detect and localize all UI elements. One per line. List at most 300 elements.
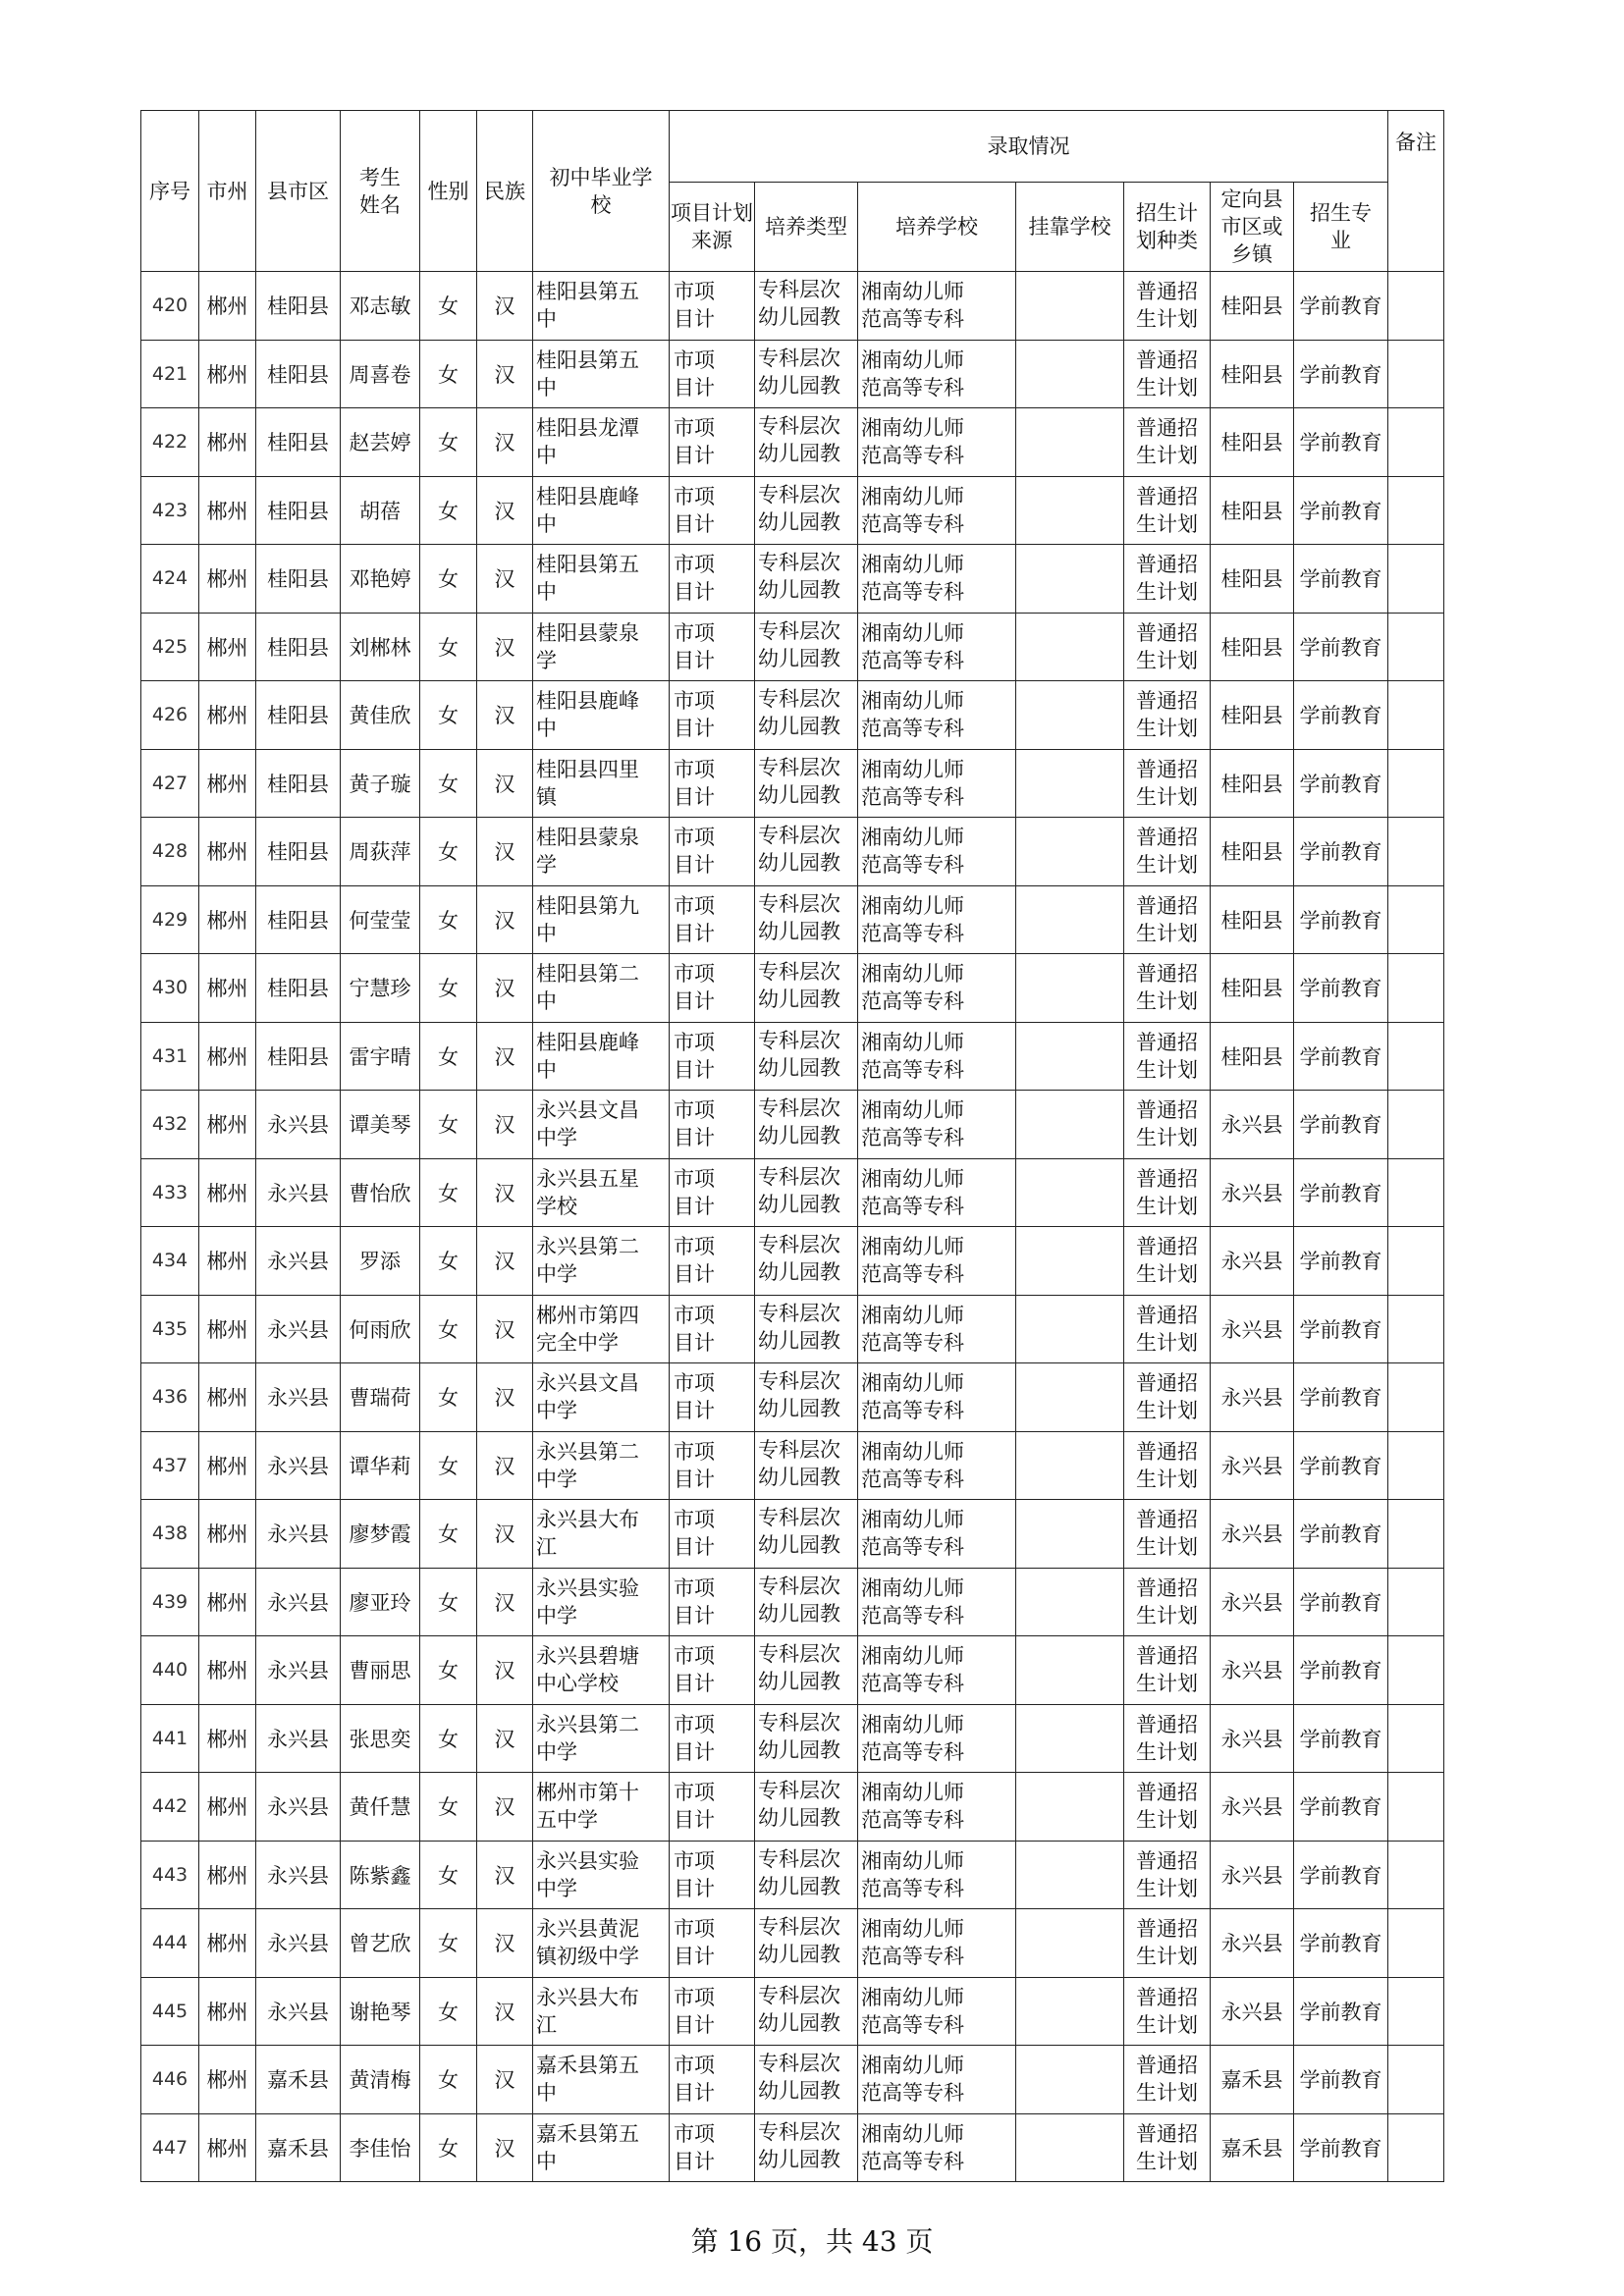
cell-name: 曾艺欣: [341, 1909, 420, 1978]
cell-major: 学前教育: [1294, 1636, 1388, 1705]
table-row: [141, 1704, 1444, 1773]
cell-name: 何雨欣: [341, 1295, 420, 1363]
cell-directed-area: 永兴县: [1211, 1636, 1294, 1705]
cell-city: 郴州: [199, 681, 256, 750]
cell-gender: 女: [420, 954, 477, 1023]
cell-major: 学前教育: [1294, 1227, 1388, 1296]
cell-remarks: [1388, 1363, 1444, 1432]
cell-seq: 433: [141, 1158, 199, 1227]
table-row: [141, 954, 1444, 1023]
cell-training-type: 专科层次幼儿园教: [755, 613, 858, 681]
cell-seq: 439: [141, 1568, 199, 1636]
cell-major: 学前教育: [1294, 954, 1388, 1023]
cell-seq: 440: [141, 1636, 199, 1705]
cell-gender: 女: [420, 1022, 477, 1091]
cell-name: 刘郴林: [341, 613, 420, 681]
header-gender: 性别: [420, 111, 477, 272]
cell-plan-kind: 普通招生计划: [1124, 476, 1211, 545]
cell-name: 曹怡欣: [341, 1158, 420, 1227]
cell-training-school: 湘南幼儿师范高等专科: [858, 1636, 1016, 1705]
cell-remarks: [1388, 340, 1444, 408]
cell-county: 永兴县: [256, 1636, 341, 1705]
cell-affiliated-school: [1016, 1909, 1124, 1978]
cell-remarks: [1388, 1977, 1444, 2046]
cell-ethnicity: 汉: [477, 818, 533, 886]
cell-middle-school: 桂阳县第五中: [533, 272, 670, 341]
cell-county: 永兴县: [256, 1500, 341, 1569]
table-row: [141, 1500, 1444, 1569]
cell-directed-area: 桂阳县: [1211, 340, 1294, 408]
cell-training-type: 专科层次幼儿园教: [755, 272, 858, 341]
cell-plan-source: 市项目计: [670, 1636, 755, 1705]
cell-training-school: 湘南幼儿师范高等专科: [858, 272, 1016, 341]
cell-ethnicity: 汉: [477, 2113, 533, 2182]
cell-name: 黄清梅: [341, 2046, 420, 2114]
cell-seq: 426: [141, 681, 199, 750]
cell-major: 学前教育: [1294, 1431, 1388, 1500]
cell-ethnicity: 汉: [477, 340, 533, 408]
cell-middle-school: 嘉禾县第五中: [533, 2046, 670, 2114]
cell-plan-source: 市项目计: [670, 272, 755, 341]
cell-gender: 女: [420, 2113, 477, 2182]
cell-name: 廖亚玲: [341, 1568, 420, 1636]
cell-training-type: 专科层次幼儿园教: [755, 1500, 858, 1569]
cell-seq: 447: [141, 2113, 199, 2182]
cell-training-type: 专科层次幼儿园教: [755, 2113, 858, 2182]
table-body: [141, 272, 1444, 2182]
cell-affiliated-school: [1016, 2113, 1124, 2182]
cell-gender: 女: [420, 681, 477, 750]
cell-city: 郴州: [199, 340, 256, 408]
cell-major: 学前教育: [1294, 818, 1388, 886]
cell-remarks: [1388, 1773, 1444, 1842]
cell-training-type: 专科层次幼儿园教: [755, 1091, 858, 1159]
header-remarks: 备注: [1388, 111, 1444, 272]
cell-major: 学前教育: [1294, 476, 1388, 545]
cell-name: 谭华莉: [341, 1431, 420, 1500]
cell-directed-area: 桂阳县: [1211, 954, 1294, 1023]
cell-major: 学前教育: [1294, 1295, 1388, 1363]
cell-plan-kind: 普通招生计划: [1124, 613, 1211, 681]
cell-county: 永兴县: [256, 1158, 341, 1227]
cell-major: 学前教育: [1294, 272, 1388, 341]
cell-affiliated-school: [1016, 272, 1124, 341]
cell-major: 学前教育: [1294, 1977, 1388, 2046]
cell-city: 郴州: [199, 1158, 256, 1227]
cell-major: 学前教育: [1294, 1500, 1388, 1569]
cell-directed-area: 永兴县: [1211, 1227, 1294, 1296]
cell-ethnicity: 汉: [477, 1773, 533, 1842]
table-row: [141, 613, 1444, 681]
cell-name: 黄子璇: [341, 749, 420, 818]
table-row: [141, 1091, 1444, 1159]
cell-county: 桂阳县: [256, 272, 341, 341]
cell-directed-area: 永兴县: [1211, 1568, 1294, 1636]
cell-plan-source: 市项目计: [670, 1158, 755, 1227]
cell-directed-area: 永兴县: [1211, 1773, 1294, 1842]
cell-name: 张思奕: [341, 1704, 420, 1773]
cell-plan-kind: 普通招生计划: [1124, 749, 1211, 818]
cell-middle-school: 郴州市第四完全中学: [533, 1295, 670, 1363]
cell-training-type: 专科层次幼儿园教: [755, 1022, 858, 1091]
cell-ethnicity: 汉: [477, 1500, 533, 1569]
cell-training-school: 湘南幼儿师范高等专科: [858, 1568, 1016, 1636]
cell-gender: 女: [420, 2046, 477, 2114]
cell-name: 赵芸婷: [341, 408, 420, 477]
cell-seq: 425: [141, 613, 199, 681]
cell-county: 永兴县: [256, 1431, 341, 1500]
cell-county: 桂阳县: [256, 613, 341, 681]
cell-training-type: 专科层次幼儿园教: [755, 1295, 858, 1363]
cell-affiliated-school: [1016, 1091, 1124, 1159]
cell-plan-kind: 普通招生计划: [1124, 545, 1211, 614]
cell-seq: 424: [141, 545, 199, 614]
table-row: [141, 1977, 1444, 2046]
cell-plan-kind: 普通招生计划: [1124, 340, 1211, 408]
cell-training-type: 专科层次幼儿园教: [755, 1704, 858, 1773]
cell-remarks: [1388, 2113, 1444, 2182]
cell-plan-source: 市项目计: [670, 1704, 755, 1773]
table-row: [141, 476, 1444, 545]
cell-training-school: 湘南幼儿师范高等专科: [858, 1295, 1016, 1363]
cell-name: 陈紫鑫: [341, 1841, 420, 1909]
cell-county: 桂阳县: [256, 818, 341, 886]
cell-training-type: 专科层次幼儿园教: [755, 2046, 858, 2114]
cell-plan-source: 市项目计: [670, 681, 755, 750]
cell-plan-kind: 普通招生计划: [1124, 1500, 1211, 1569]
cell-ethnicity: 汉: [477, 2046, 533, 2114]
cell-ethnicity: 汉: [477, 272, 533, 341]
cell-gender: 女: [420, 340, 477, 408]
cell-city: 郴州: [199, 1091, 256, 1159]
cell-seq: 444: [141, 1909, 199, 1978]
cell-training-school: 湘南幼儿师范高等专科: [858, 1158, 1016, 1227]
cell-training-school: 湘南幼儿师范高等专科: [858, 1022, 1016, 1091]
cell-gender: 女: [420, 408, 477, 477]
cell-city: 郴州: [199, 408, 256, 477]
cell-training-school: 湘南幼儿师范高等专科: [858, 954, 1016, 1023]
cell-remarks: [1388, 476, 1444, 545]
cell-training-school: 湘南幼儿师范高等专科: [858, 340, 1016, 408]
cell-middle-school: 桂阳县第二中: [533, 954, 670, 1023]
cell-city: 郴州: [199, 545, 256, 614]
cell-affiliated-school: [1016, 1704, 1124, 1773]
cell-city: 郴州: [199, 1295, 256, 1363]
cell-county: 永兴县: [256, 1704, 341, 1773]
cell-gender: 女: [420, 1977, 477, 2046]
table-row: [141, 272, 1444, 341]
cell-city: 郴州: [199, 1841, 256, 1909]
cell-plan-kind: 普通招生计划: [1124, 1022, 1211, 1091]
cell-seq: 420: [141, 272, 199, 341]
header-ethnicity: 民族: [477, 111, 533, 272]
cell-plan-kind: 普通招生计划: [1124, 1841, 1211, 1909]
cell-ethnicity: 汉: [477, 954, 533, 1023]
cell-major: 学前教育: [1294, 613, 1388, 681]
cell-plan-kind: 普通招生计划: [1124, 1227, 1211, 1296]
cell-ethnicity: 汉: [477, 613, 533, 681]
cell-training-type: 专科层次幼儿园教: [755, 1158, 858, 1227]
cell-gender: 女: [420, 476, 477, 545]
cell-gender: 女: [420, 1909, 477, 1978]
cell-remarks: [1388, 954, 1444, 1023]
cell-city: 郴州: [199, 818, 256, 886]
table-row: [141, 1636, 1444, 1705]
cell-gender: 女: [420, 1227, 477, 1296]
table-row: [141, 749, 1444, 818]
cell-gender: 女: [420, 1500, 477, 1569]
cell-plan-source: 市项目计: [670, 1363, 755, 1432]
table-row: [141, 1431, 1444, 1500]
cell-name: 曹瑞荷: [341, 1363, 420, 1432]
cell-plan-kind: 普通招生计划: [1124, 2046, 1211, 2114]
cell-affiliated-school: [1016, 1227, 1124, 1296]
cell-ethnicity: 汉: [477, 885, 533, 954]
cell-city: 郴州: [199, 272, 256, 341]
cell-affiliated-school: [1016, 885, 1124, 954]
cell-middle-school: 郴州市第十五中学: [533, 1773, 670, 1842]
cell-remarks: [1388, 1841, 1444, 1909]
cell-county: 永兴县: [256, 1363, 341, 1432]
cell-affiliated-school: [1016, 613, 1124, 681]
cell-plan-source: 市项目计: [670, 1909, 755, 1978]
cell-training-school: 湘南幼儿师范高等专科: [858, 749, 1016, 818]
cell-gender: 女: [420, 818, 477, 886]
cell-major: 学前教育: [1294, 1568, 1388, 1636]
cell-seq: 423: [141, 476, 199, 545]
cell-gender: 女: [420, 1363, 477, 1432]
cell-gender: 女: [420, 1091, 477, 1159]
cell-middle-school: 永兴县五星学校: [533, 1158, 670, 1227]
cell-major: 学前教育: [1294, 1158, 1388, 1227]
cell-name: 雷宇晴: [341, 1022, 420, 1091]
cell-middle-school: 桂阳县第九中: [533, 885, 670, 954]
cell-directed-area: 嘉禾县: [1211, 2046, 1294, 2114]
cell-county: 桂阳县: [256, 408, 341, 477]
cell-middle-school: 永兴县实验中学: [533, 1841, 670, 1909]
cell-directed-area: 永兴县: [1211, 1295, 1294, 1363]
cell-directed-area: 永兴县: [1211, 1091, 1294, 1159]
cell-middle-school: 嘉禾县第五中: [533, 2113, 670, 2182]
cell-training-school: 湘南幼儿师范高等专科: [858, 1977, 1016, 2046]
table-row: [141, 1568, 1444, 1636]
cell-middle-school: 永兴县黄泥镇初级中学: [533, 1909, 670, 1978]
cell-ethnicity: 汉: [477, 1022, 533, 1091]
cell-gender: 女: [420, 1704, 477, 1773]
cell-middle-school: 永兴县实验中学: [533, 1568, 670, 1636]
cell-directed-area: 桂阳县: [1211, 1022, 1294, 1091]
table-row: [141, 681, 1444, 750]
cell-city: 郴州: [199, 1363, 256, 1432]
cell-affiliated-school: [1016, 1431, 1124, 1500]
cell-training-type: 专科层次幼儿园教: [755, 681, 858, 750]
cell-training-type: 专科层次幼儿园教: [755, 1977, 858, 2046]
cell-affiliated-school: [1016, 1363, 1124, 1432]
cell-city: 郴州: [199, 613, 256, 681]
cell-city: 郴州: [199, 1431, 256, 1500]
cell-middle-school: 桂阳县鹿峰中: [533, 1022, 670, 1091]
cell-county: 永兴县: [256, 1227, 341, 1296]
cell-county: 桂阳县: [256, 476, 341, 545]
cell-ethnicity: 汉: [477, 1091, 533, 1159]
cell-training-school: 湘南幼儿师范高等专科: [858, 1909, 1016, 1978]
cell-name: 邓艳婷: [341, 545, 420, 614]
cell-training-type: 专科层次幼儿园教: [755, 340, 858, 408]
cell-ethnicity: 汉: [477, 1636, 533, 1705]
cell-plan-source: 市项目计: [670, 340, 755, 408]
cell-seq: 435: [141, 1295, 199, 1363]
cell-directed-area: 桂阳县: [1211, 613, 1294, 681]
cell-plan-source: 市项目计: [670, 818, 755, 886]
cell-plan-kind: 普通招生计划: [1124, 408, 1211, 477]
cell-major: 学前教育: [1294, 1022, 1388, 1091]
admission-table: [140, 110, 1444, 2182]
cell-plan-kind: 普通招生计划: [1124, 1773, 1211, 1842]
cell-major: 学前教育: [1294, 749, 1388, 818]
cell-remarks: [1388, 1295, 1444, 1363]
cell-gender: 女: [420, 1158, 477, 1227]
cell-plan-source: 市项目计: [670, 1091, 755, 1159]
cell-middle-school: 永兴县大布江: [533, 1500, 670, 1569]
cell-directed-area: 永兴县: [1211, 1158, 1294, 1227]
cell-plan-source: 市项目计: [670, 1977, 755, 2046]
table-row: [141, 818, 1444, 886]
cell-training-type: 专科层次幼儿园教: [755, 885, 858, 954]
cell-gender: 女: [420, 1841, 477, 1909]
cell-affiliated-school: [1016, 476, 1124, 545]
cell-county: 永兴县: [256, 1909, 341, 1978]
cell-plan-source: 市项目计: [670, 2046, 755, 2114]
header-directed-area: 定向县市区或乡镇: [1211, 183, 1294, 272]
cell-plan-kind: 普通招生计划: [1124, 954, 1211, 1023]
cell-ethnicity: 汉: [477, 1841, 533, 1909]
cell-county: 桂阳县: [256, 954, 341, 1023]
cell-ethnicity: 汉: [477, 1909, 533, 1978]
cell-seq: 446: [141, 2046, 199, 2114]
cell-major: 学前教育: [1294, 545, 1388, 614]
cell-name: 周喜卷: [341, 340, 420, 408]
cell-affiliated-school: [1016, 1500, 1124, 1569]
cell-city: 郴州: [199, 476, 256, 545]
cell-middle-school: 桂阳县鹿峰中: [533, 476, 670, 545]
cell-name: 廖梦霞: [341, 1500, 420, 1569]
cell-name: 黄仟慧: [341, 1773, 420, 1842]
cell-directed-area: 桂阳县: [1211, 272, 1294, 341]
cell-seq: 428: [141, 818, 199, 886]
cell-seq: 437: [141, 1431, 199, 1500]
cell-training-school: 湘南幼儿师范高等专科: [858, 476, 1016, 545]
cell-plan-kind: 普通招生计划: [1124, 2113, 1211, 2182]
cell-directed-area: 桂阳县: [1211, 749, 1294, 818]
cell-county: 桂阳县: [256, 1022, 341, 1091]
cell-ethnicity: 汉: [477, 1431, 533, 1500]
cell-ethnicity: 汉: [477, 1295, 533, 1363]
cell-plan-source: 市项目计: [670, 1227, 755, 1296]
cell-city: 郴州: [199, 885, 256, 954]
cell-name: 何莹莹: [341, 885, 420, 954]
cell-gender: 女: [420, 1568, 477, 1636]
cell-directed-area: 桂阳县: [1211, 818, 1294, 886]
cell-remarks: [1388, 681, 1444, 750]
cell-directed-area: 桂阳县: [1211, 408, 1294, 477]
cell-city: 郴州: [199, 1568, 256, 1636]
cell-gender: 女: [420, 885, 477, 954]
cell-ethnicity: 汉: [477, 545, 533, 614]
table-row: [141, 885, 1444, 954]
cell-county: 永兴县: [256, 1568, 341, 1636]
cell-major: 学前教育: [1294, 885, 1388, 954]
cell-training-type: 专科层次幼儿园教: [755, 818, 858, 886]
cell-ethnicity: 汉: [477, 1363, 533, 1432]
header-admission: 录取情况: [670, 111, 1388, 183]
cell-ethnicity: 汉: [477, 681, 533, 750]
cell-plan-source: 市项目计: [670, 749, 755, 818]
cell-directed-area: 永兴县: [1211, 1841, 1294, 1909]
cell-major: 学前教育: [1294, 1363, 1388, 1432]
cell-middle-school: 桂阳县蒙泉学: [533, 818, 670, 886]
cell-ethnicity: 汉: [477, 1158, 533, 1227]
cell-seq: 434: [141, 1227, 199, 1296]
cell-plan-kind: 普通招生计划: [1124, 1158, 1211, 1227]
cell-county: 桂阳县: [256, 545, 341, 614]
cell-city: 郴州: [199, 1977, 256, 2046]
cell-training-school: 湘南幼儿师范高等专科: [858, 1704, 1016, 1773]
cell-county: 桂阳县: [256, 749, 341, 818]
cell-plan-kind: 普通招生计划: [1124, 885, 1211, 954]
cell-remarks: [1388, 1568, 1444, 1636]
table-row: [141, 2113, 1444, 2182]
cell-affiliated-school: [1016, 1158, 1124, 1227]
header-plan-source: 项目计划来源: [670, 183, 755, 272]
cell-training-school: 湘南幼儿师范高等专科: [858, 1841, 1016, 1909]
header-name: 考生姓名: [341, 111, 420, 272]
cell-directed-area: 永兴县: [1211, 1704, 1294, 1773]
cell-training-type: 专科层次幼儿园教: [755, 545, 858, 614]
cell-county: 桂阳县: [256, 885, 341, 954]
cell-training-school: 湘南幼儿师范高等专科: [858, 2046, 1016, 2114]
cell-plan-kind: 普通招生计划: [1124, 1091, 1211, 1159]
header-training-type: 培养类型: [755, 183, 858, 272]
cell-city: 郴州: [199, 1909, 256, 1978]
cell-major: 学前教育: [1294, 2113, 1388, 2182]
cell-name: 谭美琴: [341, 1091, 420, 1159]
cell-training-type: 专科层次幼儿园教: [755, 954, 858, 1023]
cell-gender: 女: [420, 545, 477, 614]
cell-training-school: 湘南幼儿师范高等专科: [858, 681, 1016, 750]
cell-affiliated-school: [1016, 1636, 1124, 1705]
cell-training-school: 湘南幼儿师范高等专科: [858, 818, 1016, 886]
cell-plan-kind: 普通招生计划: [1124, 1909, 1211, 1978]
cell-training-type: 专科层次幼儿园教: [755, 1841, 858, 1909]
cell-plan-kind: 普通招生计划: [1124, 1295, 1211, 1363]
table-row: [141, 1022, 1444, 1091]
cell-remarks: [1388, 408, 1444, 477]
cell-training-school: 湘南幼儿师范高等专科: [858, 1500, 1016, 1569]
cell-affiliated-school: [1016, 1022, 1124, 1091]
cell-affiliated-school: [1016, 340, 1124, 408]
cell-gender: 女: [420, 1431, 477, 1500]
cell-county: 永兴县: [256, 1977, 341, 2046]
header-plan-kind: 招生计划种类: [1124, 183, 1211, 272]
header-seq: 序号: [141, 111, 199, 272]
cell-gender: 女: [420, 272, 477, 341]
cell-plan-kind: 普通招生计划: [1124, 818, 1211, 886]
cell-major: 学前教育: [1294, 2046, 1388, 2114]
cell-major: 学前教育: [1294, 681, 1388, 750]
cell-city: 郴州: [199, 954, 256, 1023]
cell-seq: 427: [141, 749, 199, 818]
cell-seq: 422: [141, 408, 199, 477]
